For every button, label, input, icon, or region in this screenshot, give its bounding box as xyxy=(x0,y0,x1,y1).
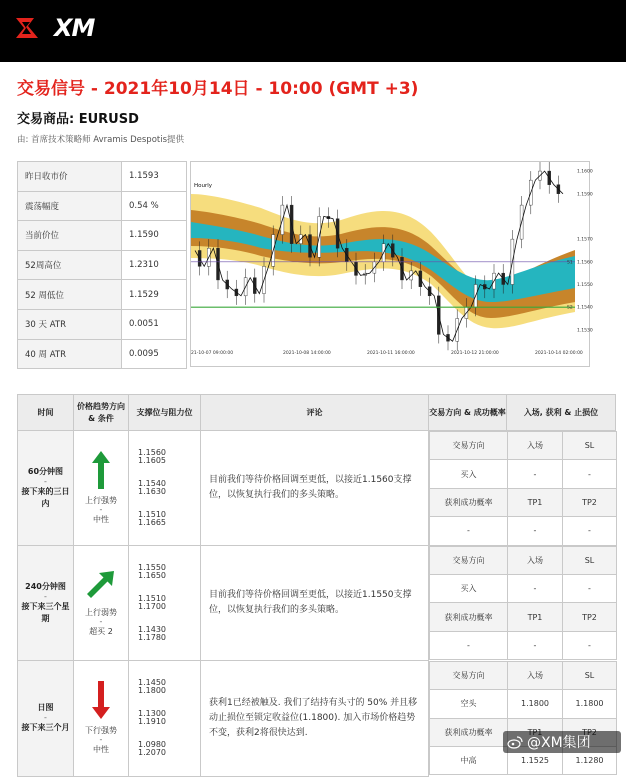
support-value: 1.0980 xyxy=(138,740,166,750)
price-chart xyxy=(190,161,593,367)
grid-cell: TP2 xyxy=(563,603,617,631)
timeframe-cell xyxy=(18,660,74,776)
grid-cell: - xyxy=(508,517,563,545)
level-pair xyxy=(129,679,200,695)
xm-logo[interactable] xyxy=(14,14,94,42)
weibo-icon xyxy=(507,734,523,750)
y-tick-label: 1.1530 xyxy=(577,328,593,334)
resistance-value: 1.1780 xyxy=(138,632,166,642)
resistance-value: 1.1700 xyxy=(138,601,166,611)
timeframe-cell xyxy=(18,546,74,661)
stat-value: 1.1593 xyxy=(122,162,187,192)
trend-sep: - xyxy=(99,616,103,626)
support-value: 1.1550 xyxy=(138,562,166,572)
header-direction: 交易方向 & 成功概率 xyxy=(429,395,507,431)
header-comment: 评论 xyxy=(201,395,429,431)
trend-sep: - xyxy=(99,505,103,515)
header-entry: 入场, 获利 & 止损位 xyxy=(507,395,616,431)
x-tick-label: 2021-10-11 16:00:00 xyxy=(367,351,415,356)
grid-cell: 中高 xyxy=(430,747,508,775)
grid-cell: - xyxy=(508,574,563,602)
trend-condition: 中性 xyxy=(93,745,109,755)
weibo-watermark xyxy=(503,731,621,753)
grid-cell: - xyxy=(430,517,508,545)
support-value: 1.1510 xyxy=(138,593,166,603)
trade-grid xyxy=(429,661,617,776)
instrument-label: 交易商品: EURUSD xyxy=(17,112,139,127)
x-axis xyxy=(191,350,583,356)
support-value: 1.1430 xyxy=(138,624,166,634)
y-tick-label: 1.1600 xyxy=(577,169,593,175)
grid-cell: 1.1525 xyxy=(508,747,563,775)
page-title: 交易信号 - 2021年10月14日 - 10:00 (GMT +3) xyxy=(17,79,419,99)
grid-cell: - xyxy=(563,460,617,488)
stat-value: 0.0051 xyxy=(122,309,187,339)
y-tick-label: 1.1570 xyxy=(577,237,593,243)
chart-title: Hourly xyxy=(194,183,213,189)
grid-cell: - xyxy=(508,631,563,659)
x-tick-label: 21-10-07 09:00:00 xyxy=(191,351,234,356)
grid-cell: 入场 xyxy=(508,661,563,689)
table-row xyxy=(18,660,616,776)
table-row xyxy=(18,431,616,546)
signal-table xyxy=(17,394,616,777)
level-pair xyxy=(129,564,200,580)
timeframe-sep: - xyxy=(44,477,47,487)
resistance-value: 1.1630 xyxy=(138,487,166,497)
levels-cell xyxy=(129,431,201,546)
grid-cell: TP1 xyxy=(508,488,563,516)
y-tick-label: 1.1560 xyxy=(577,260,593,266)
grid-cell: 空头 xyxy=(430,690,508,718)
stat-row xyxy=(18,309,187,339)
trade-grid xyxy=(429,546,617,661)
trend-down-arrow-icon xyxy=(92,681,110,719)
trend-cell xyxy=(74,660,129,776)
level-pair xyxy=(129,595,200,611)
grid-cell: SL xyxy=(563,546,617,574)
timeframe-name: 日图 xyxy=(37,703,54,713)
level-pair xyxy=(129,626,200,642)
levels-cell xyxy=(129,660,201,776)
stat-label: 30 天 ATR xyxy=(18,309,122,339)
grid-cell: - xyxy=(508,460,563,488)
resistance-value: 1.1800 xyxy=(138,686,166,696)
table-row xyxy=(18,546,616,661)
trend-cell xyxy=(74,546,129,661)
stat-value: 0.0095 xyxy=(122,339,187,369)
resistance-value: 1.1605 xyxy=(138,456,166,466)
top-bar xyxy=(0,0,626,62)
stat-value: 0.54 % xyxy=(122,191,187,221)
trade-grid-cell xyxy=(429,431,616,546)
trade-grid-cell xyxy=(429,660,616,776)
y-axis xyxy=(577,169,593,334)
timeframe-cell xyxy=(18,431,74,546)
level-pair xyxy=(129,741,200,757)
timeframe-horizon: 接下来三个月 xyxy=(21,723,70,733)
stat-row xyxy=(18,250,187,280)
grid-cell: 买入 xyxy=(430,460,508,488)
grid-cell: SL xyxy=(563,432,617,460)
x-tick-label: 2021-10-14 02:00:00 xyxy=(535,351,583,356)
header-time: 时间 xyxy=(18,395,74,431)
s1-marker: S1 xyxy=(567,260,573,266)
comment-cell: 目前我们等待价格回调至更低，以接近1.1560支撑位，以恢复执行我们的多头策略。 xyxy=(201,431,429,546)
trend-up-right-arrow-icon xyxy=(86,569,116,601)
grid-cell: 1.1800 xyxy=(563,690,617,718)
support-value: 1.1540 xyxy=(138,479,166,489)
levels-cell xyxy=(129,546,201,661)
market-stats-table xyxy=(17,161,187,369)
stat-row xyxy=(18,339,187,369)
grid-cell: 交易方向 xyxy=(430,432,508,460)
comment-cell: 目前我们等待价格回调至更低，以接近1.1550支撑位，以恢复执行我们的多头策略。 xyxy=(201,546,429,661)
resistance-value: 1.1665 xyxy=(138,518,166,528)
level-pair xyxy=(129,511,200,527)
stat-value: 1.2310 xyxy=(122,250,187,280)
y-tick-label: 1.1550 xyxy=(577,282,593,288)
grid-cell: TP2 xyxy=(563,488,617,516)
grid-cell: - xyxy=(563,631,617,659)
support-value: 1.1450 xyxy=(138,678,166,688)
stat-label: 52 周低位 xyxy=(18,280,122,310)
level-pair xyxy=(129,710,200,726)
trend-label: 上行强势 xyxy=(85,495,117,505)
resistance-value: 1.1910 xyxy=(138,717,166,727)
resistance-value: 1.2070 xyxy=(138,748,166,758)
timeframe-sep: - xyxy=(44,591,47,601)
grid-cell: TP1 xyxy=(508,603,563,631)
trade-grid xyxy=(429,431,617,546)
s2-marker: S2 xyxy=(567,305,573,311)
timeframe-sep: - xyxy=(44,713,47,723)
trend-condition: 中性 xyxy=(93,515,109,525)
logo-text: XM xyxy=(54,14,95,42)
grid-cell: 买入 xyxy=(430,574,508,602)
level-pair xyxy=(129,480,200,496)
y-tick-label: 1.1540 xyxy=(577,305,593,311)
trend-up-arrow-icon xyxy=(92,451,110,489)
stat-value: 1.1529 xyxy=(122,280,187,310)
author-byline: 由: 首席技术策略师 Avramis Despotis提供 xyxy=(17,135,185,145)
trend-condition: 超买 2 xyxy=(89,626,113,636)
grid-cell: 1.1800 xyxy=(508,690,563,718)
grid-cell: 1.1280 xyxy=(563,747,617,775)
x-tick-label: 2021-10-08 14:00:00 xyxy=(283,351,331,356)
trend-label: 下行强势 xyxy=(85,725,117,735)
grid-cell: - xyxy=(430,631,508,659)
grid-cell: - xyxy=(563,574,617,602)
xm-logo-icon xyxy=(14,16,52,40)
stat-label: 昨日收市价 xyxy=(18,162,122,192)
timeframe-name: 60分钟图 xyxy=(27,467,64,477)
level-pair xyxy=(129,449,200,465)
resistance-value: 1.1650 xyxy=(138,570,166,580)
table-header-row xyxy=(18,395,616,431)
grid-cell: 入场 xyxy=(508,432,563,460)
support-value: 1.1560 xyxy=(138,448,166,458)
grid-cell: SL xyxy=(563,661,617,689)
stat-row xyxy=(18,162,187,192)
stat-label: 52周高位 xyxy=(18,250,122,280)
grid-cell: - xyxy=(563,517,617,545)
watermark-text: @XM集团 xyxy=(527,735,591,751)
stat-value: 1.1590 xyxy=(122,221,187,251)
x-tick-label: 2021-10-12 21:00:00 xyxy=(451,351,499,356)
header-levels: 支撑位与阻力位 xyxy=(129,395,201,431)
grid-cell: 交易方向 xyxy=(430,546,508,574)
timeframe-horizon: 接下来的三日内 xyxy=(21,487,70,509)
support-value: 1.1300 xyxy=(138,709,166,719)
trade-grid-cell xyxy=(429,546,616,661)
comment-cell: 获利1已经被触及. 我们了结持有头寸的 50% 并且移动止损位至锁定收益位(1.1800). 加入市场价格趋势不变，获利2将很快达到. xyxy=(201,660,429,776)
stat-label: 当前价位 xyxy=(18,221,122,251)
stat-row xyxy=(18,280,187,310)
grid-cell: 获利成功概率 xyxy=(430,488,508,516)
trend-label: 上行弱势 xyxy=(85,607,117,617)
timeframe-name: 240分钟图 xyxy=(25,581,66,591)
header-trend: 价格趋势方向 & 条件 xyxy=(74,395,129,431)
grid-cell: 获利成功概率 xyxy=(430,603,508,631)
price-chart-canvas xyxy=(191,162,593,366)
trend-cell xyxy=(74,431,129,546)
y-tick-label: 1.1590 xyxy=(577,192,593,198)
timeframe-horizon: 接下来三个星期 xyxy=(21,601,70,623)
grid-cell: 交易方向 xyxy=(430,661,508,689)
grid-cell: 获利成功概率 xyxy=(430,718,508,746)
grid-cell: 入场 xyxy=(508,546,563,574)
trend-sep: - xyxy=(99,735,103,745)
stat-row xyxy=(18,191,187,221)
support-value: 1.1510 xyxy=(138,510,166,520)
stat-row xyxy=(18,221,187,251)
stat-label: 震荡幅度 xyxy=(18,191,122,221)
stat-label: 40 周 ATR xyxy=(18,339,122,369)
